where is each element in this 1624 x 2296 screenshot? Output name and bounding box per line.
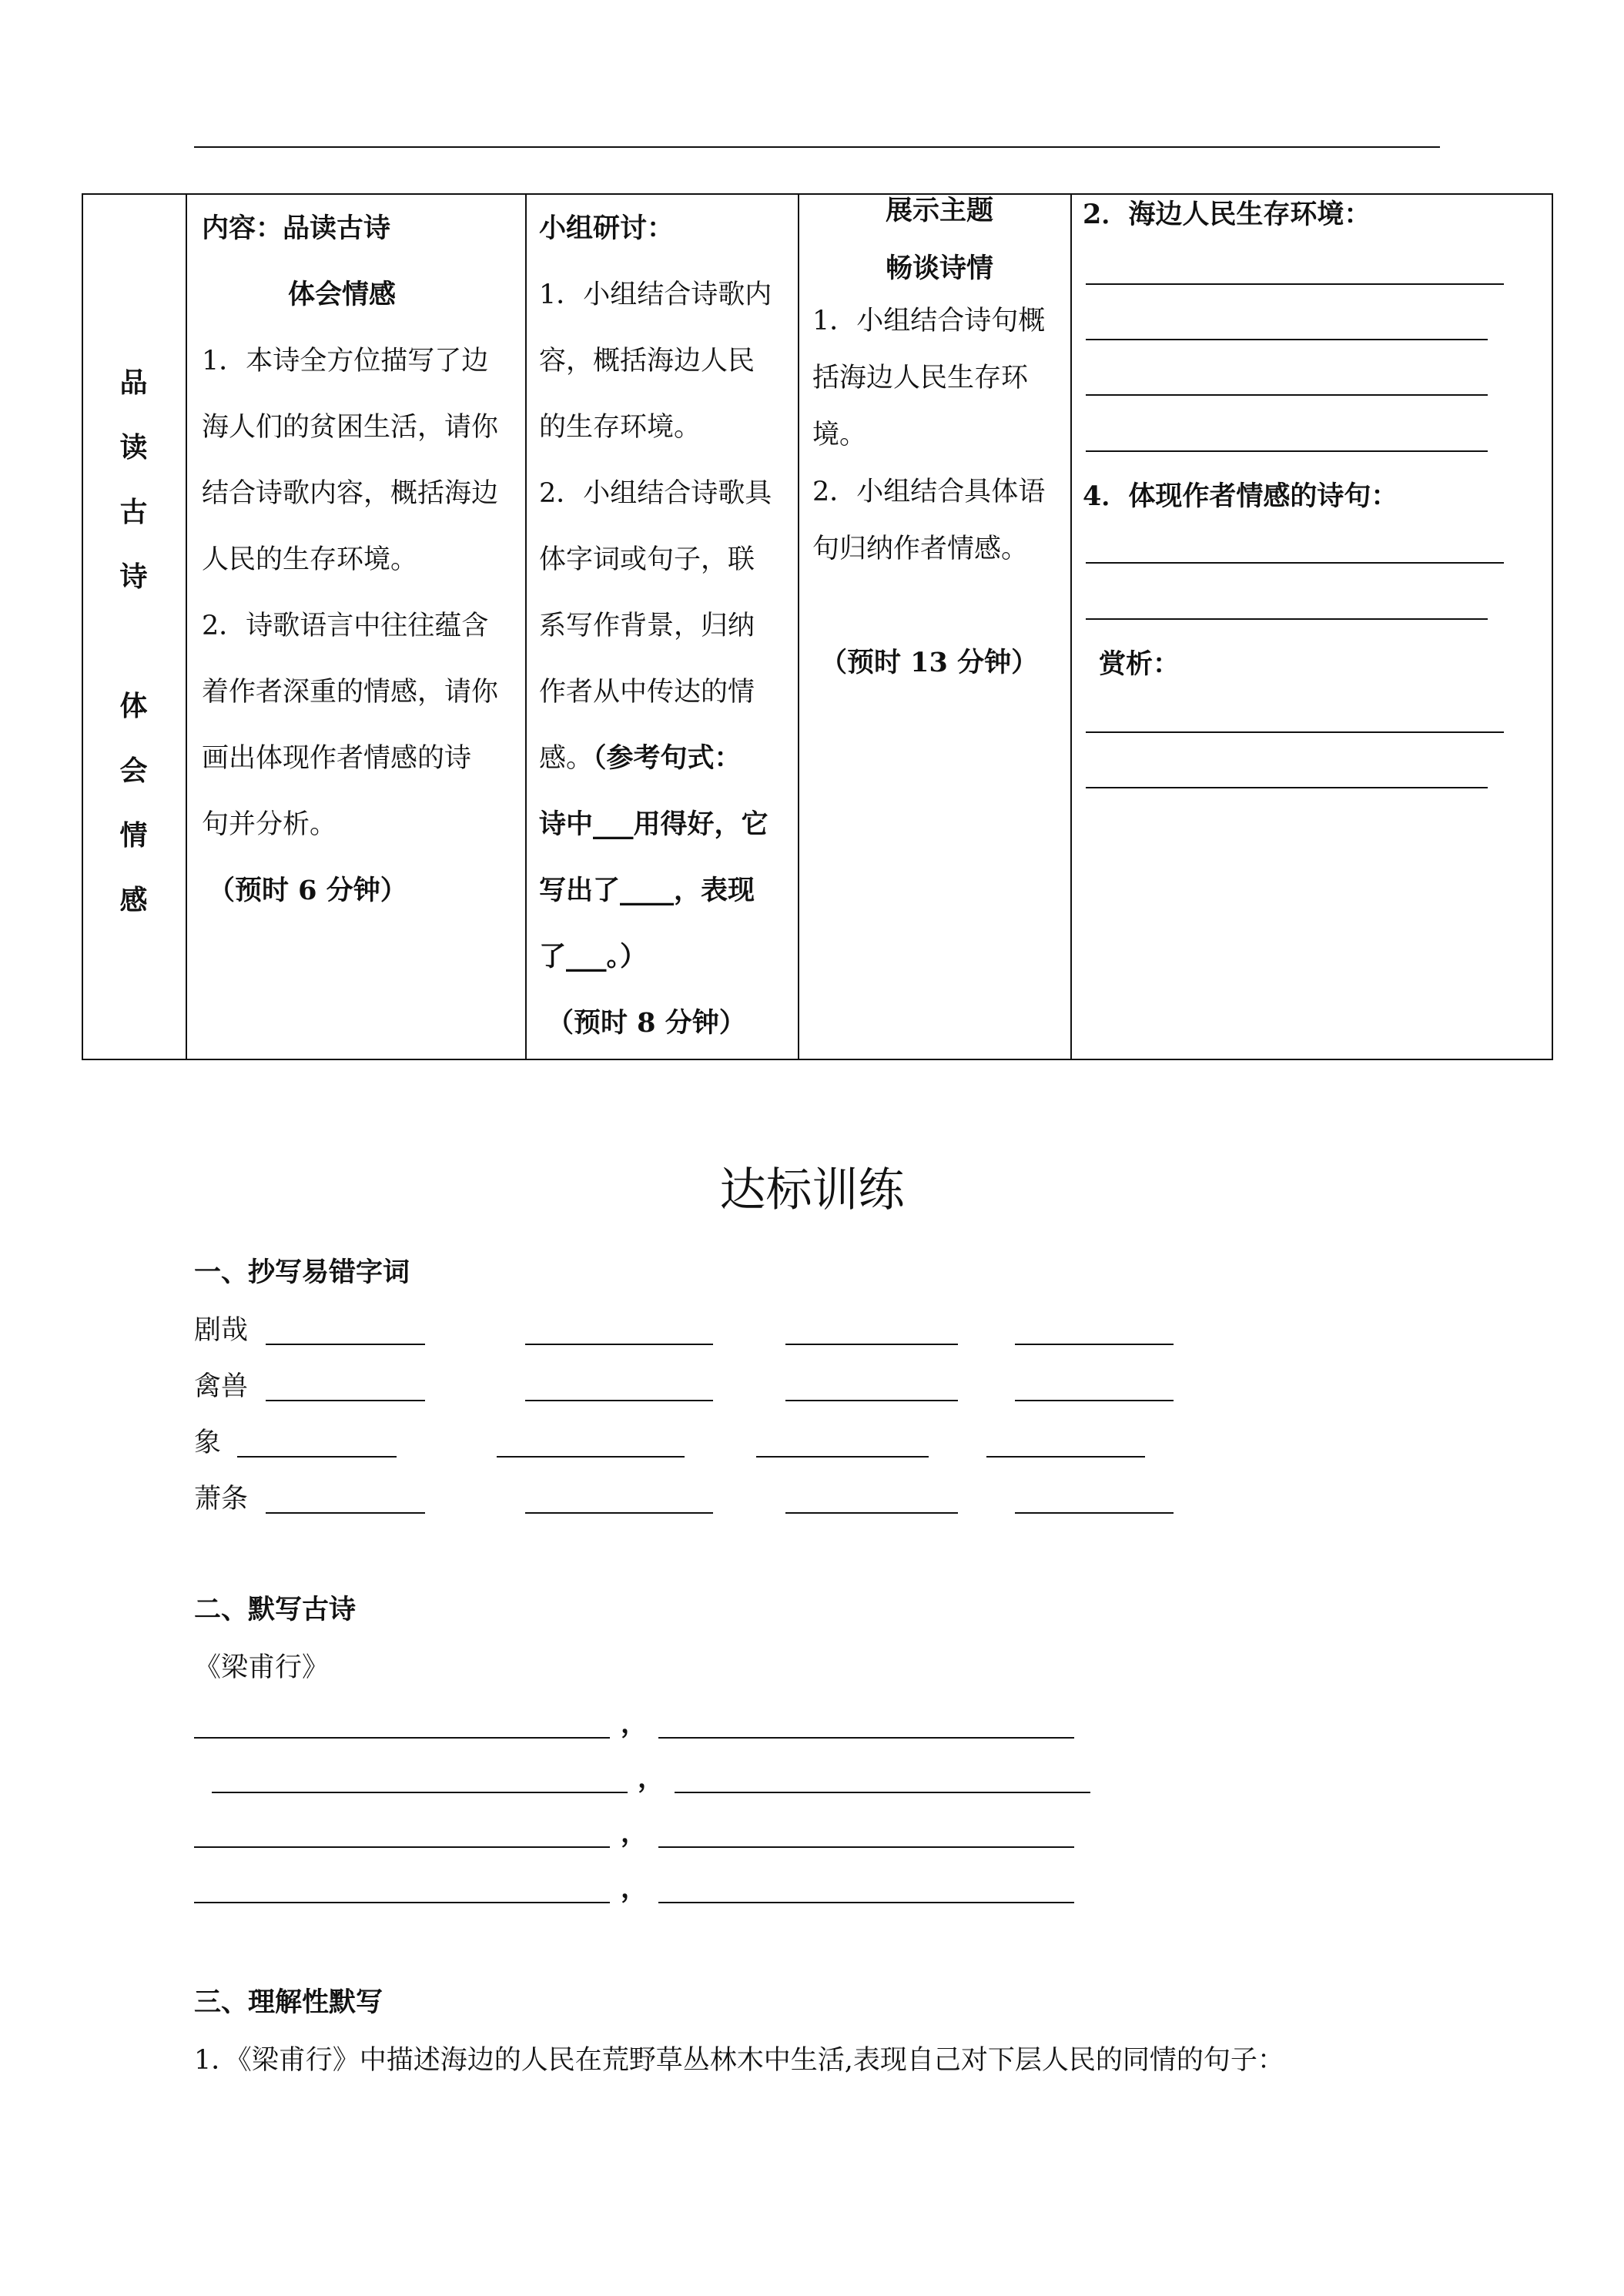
col3-line: 2．小组结合具体语 xyxy=(812,477,1046,507)
col1-line: 结合诗歌内容，概括海边 xyxy=(202,478,499,509)
row-label-char: 读 xyxy=(119,431,148,464)
copy-line xyxy=(237,1456,397,1458)
answer-line xyxy=(1086,562,1504,564)
col4-heading1: 2．海边人民生存环境： xyxy=(1083,199,1371,230)
copy-line xyxy=(266,1512,425,1514)
col3-line: 括海边人民生存环 xyxy=(812,363,1029,393)
part1-heading: 一、抄写易错字词 xyxy=(194,1257,410,1288)
col1-line: 画出体现作者情感的诗 xyxy=(202,743,472,774)
recite-line xyxy=(194,1846,610,1848)
copy-line xyxy=(525,1400,713,1401)
copy-line xyxy=(785,1512,958,1514)
copy-line xyxy=(497,1456,685,1458)
copy-line xyxy=(525,1344,713,1345)
recite-line xyxy=(675,1792,1090,1793)
word-label: 萧条 xyxy=(194,1484,249,1514)
row-label-char: 体 xyxy=(119,690,148,722)
row-label-char: 古 xyxy=(119,496,148,528)
col2-line xyxy=(539,725,797,792)
col1-line: 着作者深重的情感，请你 xyxy=(202,677,499,708)
col1-title2: 体会情感 xyxy=(288,279,397,310)
word-row xyxy=(194,1424,221,1462)
col2-line8a: 感。 xyxy=(539,743,594,774)
col4-heading3: 赏析： xyxy=(1099,648,1180,680)
copy-line xyxy=(756,1456,929,1458)
row-label-char: 感 xyxy=(119,884,148,916)
col1-line: 1．本诗全方位描写了边 xyxy=(202,346,489,377)
recite-line xyxy=(212,1792,628,1793)
copy-line xyxy=(266,1344,425,1345)
col3-time: （预时 13 分钟） xyxy=(820,647,1039,678)
recite-line xyxy=(194,1902,610,1903)
comma: ， xyxy=(638,1762,665,1794)
answer-line xyxy=(1086,731,1504,733)
comma: ， xyxy=(621,1817,648,1849)
part3-heading: 三、理解性默写 xyxy=(194,1986,383,2018)
col1-line: 2．诗歌语言中往往蕴含 xyxy=(202,611,489,641)
col2-line: 诗中___用得好，它 xyxy=(539,808,768,840)
table-divider xyxy=(186,193,187,1060)
copy-line xyxy=(1015,1344,1174,1345)
col3-title2: 畅谈诗情 xyxy=(885,253,993,284)
col3-line: 1．小组结合诗句概 xyxy=(812,306,1046,336)
col3-body xyxy=(812,293,1066,691)
copy-line xyxy=(1015,1400,1174,1401)
col2-content xyxy=(539,196,797,1056)
word-row xyxy=(194,1311,248,1350)
col2-line: 2．小组结合诗歌具 xyxy=(539,478,772,509)
table-divider xyxy=(1070,193,1072,1060)
answer-line xyxy=(1086,283,1504,285)
col2-line: 1．小组结合诗歌内 xyxy=(539,279,772,310)
col1-time: （预时 6 分钟） xyxy=(208,875,407,906)
row-label-char: 情 xyxy=(119,819,148,852)
col4-heading2: 4．体现作者情感的诗句： xyxy=(1083,480,1398,512)
comma: ， xyxy=(621,1873,648,1904)
copy-line xyxy=(785,1400,958,1401)
col1-line: 人民的生存环境。 xyxy=(202,544,418,575)
part2-heading: 二、默写古诗 xyxy=(194,1594,357,1625)
answer-line xyxy=(1086,450,1488,452)
row-label-char: 会 xyxy=(119,755,148,787)
copy-line xyxy=(785,1344,958,1345)
recite-line xyxy=(658,1737,1074,1739)
col1-line: 句并分析。 xyxy=(202,809,337,840)
answer-line xyxy=(1086,787,1488,788)
copy-line xyxy=(266,1400,425,1401)
answer-line xyxy=(1086,394,1488,396)
copy-line xyxy=(1015,1512,1174,1514)
col3-spacer xyxy=(812,577,1066,634)
col2-line: 的生存环境。 xyxy=(539,412,702,443)
answer-line xyxy=(1086,618,1488,620)
row-label xyxy=(82,350,186,932)
top-rule xyxy=(194,146,1440,148)
row-label-char xyxy=(82,609,186,674)
copy-line xyxy=(986,1456,1145,1458)
word-label: 禽兽 xyxy=(194,1371,249,1402)
col2-line: 容，概括海边人民 xyxy=(539,346,755,377)
poem-title: 《梁甫行》 xyxy=(194,1652,330,1683)
col3-title1: 展示主题 xyxy=(885,195,993,226)
recite-line xyxy=(194,1737,610,1739)
col3-line: 句归纳作者情感。 xyxy=(812,534,1029,564)
col1-line: 海人们的贫困生活，请你 xyxy=(202,412,499,443)
table-divider xyxy=(798,193,799,1060)
comma: ， xyxy=(621,1708,648,1739)
word-row xyxy=(194,1367,248,1406)
table-divider xyxy=(525,193,527,1060)
recite-line xyxy=(658,1846,1074,1848)
section-title: 达标训练 xyxy=(719,1163,905,1217)
col2-line8b: （参考句式： xyxy=(593,742,742,774)
col2-line: 写出了____，表现 xyxy=(539,875,755,906)
col2-title: 小组研讨： xyxy=(539,213,675,244)
col3-content xyxy=(812,182,1066,297)
col2-line: 系写作背景，归纳 xyxy=(539,611,755,641)
col2-time: （预时 8 分钟） xyxy=(547,1007,746,1039)
answer-line xyxy=(1086,339,1488,340)
col2-line: 作者从中传达的情 xyxy=(539,677,755,708)
word-label: 剧哉 xyxy=(194,1315,249,1346)
copy-line xyxy=(525,1512,713,1514)
row-label-char: 诗 xyxy=(119,561,148,593)
col1-title1: 内容：品读古诗 xyxy=(202,213,391,244)
word-row xyxy=(194,1480,248,1518)
col2-line: 体字词或句子，联 xyxy=(539,544,755,575)
recite-line xyxy=(658,1902,1074,1903)
word-label: 象 xyxy=(194,1427,222,1458)
row-label-char: 品 xyxy=(119,366,148,399)
part3-question: 1．《梁甫行》中描述海边的人民在荒野草丛林木中生活,表现自己对下层人民的同情的句子： xyxy=(194,2045,1284,2076)
col2-line: 了___。） xyxy=(539,941,648,972)
col3-line: 境。 xyxy=(812,420,867,450)
col1-content xyxy=(202,196,521,924)
